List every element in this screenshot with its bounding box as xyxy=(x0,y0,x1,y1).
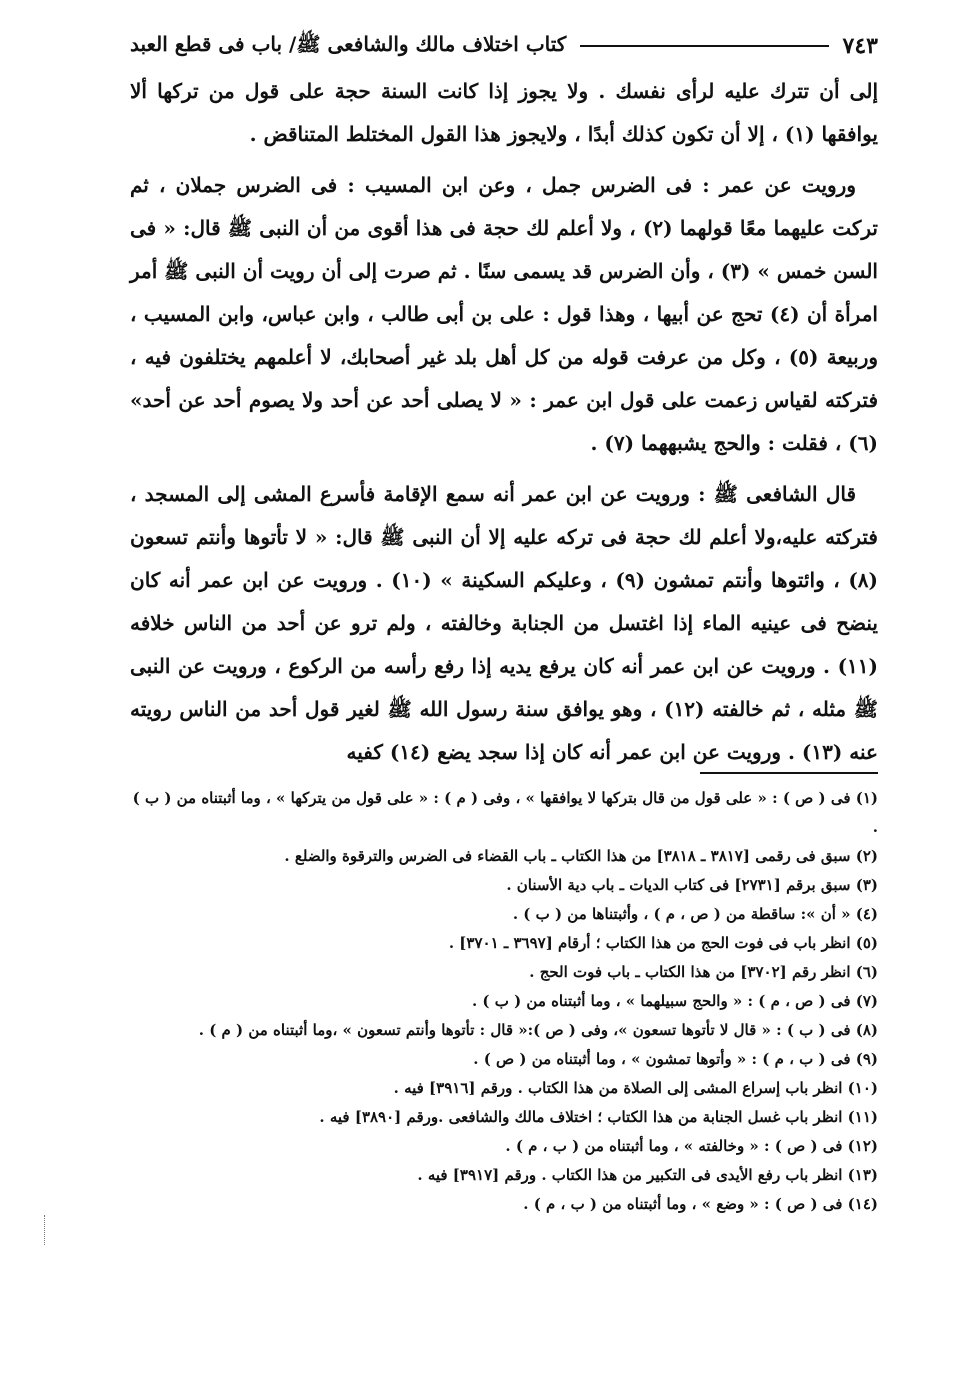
footnote-12: (١٢) فى ( ص ) : « وخالفته » ، وما أثبتناه من ( ب ، م ) . xyxy=(505,1137,878,1155)
running-header xyxy=(130,28,878,64)
footnotes xyxy=(130,784,878,1219)
footnote-2: (٢) سبق فى رقمى [٣٨١٧ ـ ٣٨١٨] من هذا الكتاب ـ باب القضاء فى الضرس والترقوة والضلع . xyxy=(284,847,878,865)
footnote-13: (١٣) انظر باب رفع الأيدى فى التكبير من هذا الكتاب . ورقم [٣٩١٧] فيه . xyxy=(417,1166,878,1184)
footnote-4: (٤) « أن »: ساقطة من ( ص ، م ) ، وأثبتناها من ( ب ) . xyxy=(512,905,878,923)
header-rule xyxy=(580,45,828,47)
footnote-3: (٣) سبق برقم [٢٧٣١] فى كتاب الديات ـ باب دية الأسنان . xyxy=(506,876,878,894)
header-title: كتاب اختلاف مالك والشافعى ﷺ/ باب فى قطع العبد xyxy=(130,31,567,56)
footnote-14: (١٤) فى ( ص ) : « وضع » ، وما أثبتناه من ( ب ، م ) . xyxy=(523,1195,878,1213)
footnote-11: (١١) انظر باب غسل الجنابة من هذا الكتاب ؛ اختلاف مالك والشافعى .ورقم [٣٨٩٠] فيه . xyxy=(319,1108,878,1126)
footnote-5: (٥) انظر باب فى فوت الحج من هذا الكتاب ؛ أرقام [٣٦٩٧ ـ ٣٧٠١] . xyxy=(448,934,878,952)
footnote-1: (١) فى ( ص ) : « على قول من قال بتركها لا يوافقها » ، وفى ( م ) : « على قول من يتركها » ، وما أثبتناه من ( ب ) . xyxy=(132,789,878,836)
paragraph-2: ورويت عن عمر : فى الضرس جمل ، وعن ابن المسيب : فى الضرس جملان ، ثم تركت عليهما معًا قولهما (٢) ، ولا أعلم لك حجة فى هذا أقوى من أن النبى ﷺ قال: « فى السن خمس » (٣) ، وأن الضرس قد يسمى سنًا . ثم صرت إلى أن رويت أن النبى ﷺ أمر امرأة أن (٤) تحج عن أبيها ، وهذا قول : على بن أبى طالب ، وابن عباس، وابن المسيب ، وربيعة (٥) ، وكل من عرفت قوله من كل أهل بلد غير أصحابك، لا أعلمهم يختلفون فيه ، فتركته لقياس زعمت على قول ابن عمر : « لا يصلى أحد عن أحد ولا يصوم أحد عن أحد» (٦) ، فقلت : والحج يشبههما (٧) . xyxy=(130,173,879,455)
footnote-8: (٨) فى ( ب ) : « قال لا تأتوها تسعون »، وفى ( ص ):« قال : تأتوها وأنتم تسعون » ،وما أثبتناه من ( م ) . xyxy=(198,1021,878,1039)
footnote-9: (٩) فى ( ب ، م ) : « وأتوها تمشون » ، وما أثبتناه من ( ص ) . xyxy=(473,1050,878,1068)
footnote-separator xyxy=(700,772,878,774)
paragraph-1: إلى أن تترك عليه لرأى نفسك . ولا يجوز إذا كانت السنة حجة على قول من تركها ألا يوافقها (١) ، إلا أن تكون كذلك أبدًا ، ولايجوز هذا القول المختلط المتناقض . xyxy=(130,79,878,146)
footnote-10: (١٠) انظر باب إسراع المشى إلى الصلاة من هذا الكتاب . ورقم [٣٩١٦] فيه . xyxy=(393,1079,878,1097)
footnote-7: (٧) فى ( ص ، م ) : « والحج سبيلهما » ، وما أثبتناه من ( ب ) . xyxy=(471,992,878,1010)
scan-mark xyxy=(44,1215,46,1245)
main-text xyxy=(130,70,878,782)
paragraph-3: قال الشافعى ﷺ : ورويت عن ابن عمر أنه سمع الإقامة فأسرع المشى إلى المسجد ، فتركته عليه،ولا أعلم لك حجة فى تركه عليه إلا أن النبى ﷺ قال: « لا تأتوها وأنتم تسعون (٨) ، وائتوها وأنتم تمشون (٩) ، وعليكم السكينة » (١٠) . ورويت عن ابن عمر أنه كان ينضح فى عينيه الماء إذا اغتسل من الجنابة وخالفته ، ولم ترو عن أحد من الناس خلافه (١١) . ورويت عن ابن عمر أنه كان يرفع يديه إذا رفع رأسه من الركوع ، ورويت عن النبى ﷺ مثله ، ثم خالفته (١٢) ، وهو يوافق سنة رسول الله ﷺ لغير قول أحد من الناس رويته عنه (١٣) . ورويت عن ابن عمر أنه كان إذا سجد يضع (١٤) كفيه xyxy=(130,482,878,764)
footnote-6: (٦) انظر رقم [٣٧٠٢] من هذا الكتاب ـ باب فوت الحج . xyxy=(529,963,878,981)
page-number: ٧٤٣ xyxy=(842,33,878,59)
